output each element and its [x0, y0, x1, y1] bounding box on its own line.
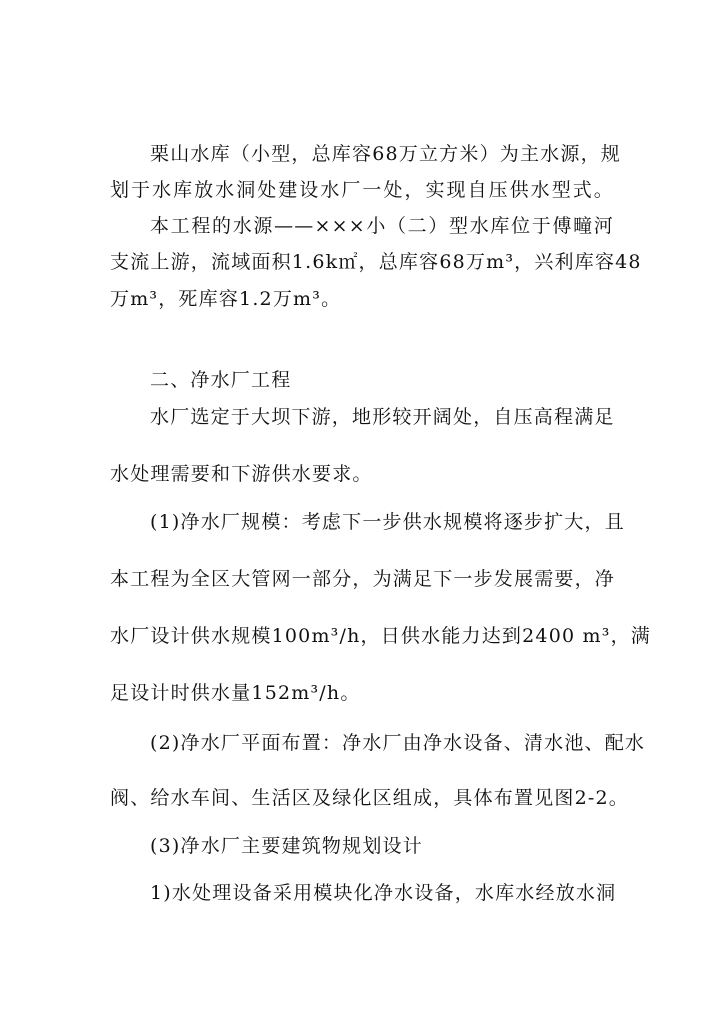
- paragraph-line: 支流上游，流域面积1.6k㎡，总库容68万m³，兴利库容48: [110, 251, 642, 273]
- paragraph-line: (1)净水厂规模：考虑下一步供水规模将逐步扩大，且: [150, 511, 625, 533]
- paragraph-line: 阀、给水车间、生活区及绿化区组成，具体布置见图2-2。: [110, 787, 629, 809]
- paragraph-line: (2)净水厂平面布置：净水厂由净水设备、清水池、配水: [150, 732, 646, 754]
- section-heading: 二、净水厂工程: [150, 369, 292, 391]
- paragraph-line: (3)净水厂主要建筑物规划设计: [150, 835, 423, 857]
- paragraph-line: 栗山水库（小型，总库容68万立方米）为主水源，规: [150, 143, 621, 165]
- paragraph-line: 足设计时供水量152m³/h。: [110, 682, 361, 704]
- paragraph-line: 本工程为全区大管网一部分，为满足下一步发展需要，净: [110, 568, 616, 590]
- paragraph-line: 1)水处理设备采用模块化净水设备，水库水经放水洞: [150, 882, 617, 904]
- paragraph-line: 划于水库放水洞处建设水厂一处，实现自压供水型式。: [110, 179, 614, 201]
- paragraph-line: 万m³，死库容1.2万m³。: [110, 288, 342, 310]
- paragraph-line: 水处理需要和下游供水要求。: [110, 463, 373, 485]
- paragraph-line: 水厂选定于大坝下游，地形较开阔处，自压高程满足: [150, 406, 615, 428]
- paragraph-line: 本工程的水源——×××小（二）型水库位于傅疃河: [150, 215, 614, 237]
- paragraph-line: 水厂设计供水规模100m³/h，日供水能力达到2400 m³，满: [110, 625, 651, 647]
